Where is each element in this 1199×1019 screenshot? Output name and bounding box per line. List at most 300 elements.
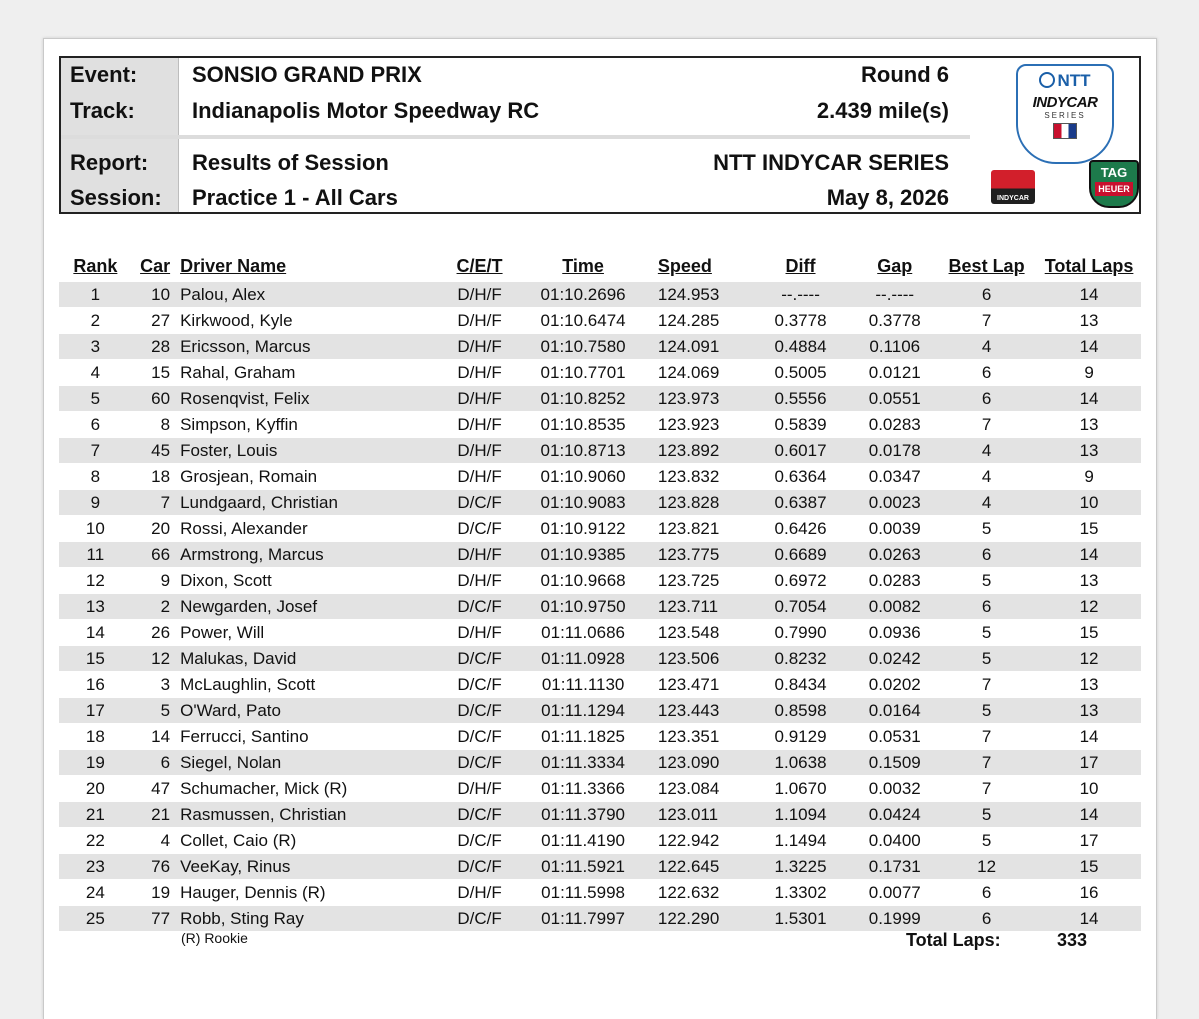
cell-gap: 0.0283 [868,570,921,590]
cell-cet: D/C/F [457,674,502,694]
cell-best-lap: 7 [981,778,992,798]
cell-speed: 122.645 [648,854,748,880]
cell-rank: 10 [85,518,105,538]
cell-driver: Newgarden, Josef [180,594,441,620]
cell-driver: Armstrong, Marcus [180,542,441,568]
results-body [59,282,1141,932]
series-logo-text: SERIES [1044,111,1086,120]
cell-driver: Collet, Caio (R) [180,830,297,850]
cell-cet: D/C/F [441,490,519,516]
cell-total-laps: 13 [1037,698,1141,724]
cell-car: 26 [151,622,171,642]
cell-gap: --.---- [853,282,936,308]
cell-total-laps: 15 [1037,854,1141,880]
cell-speed: 123.828 [648,490,748,516]
cell-car: 27 [151,310,171,330]
cell-cet: D/H/F [457,362,502,382]
cell-driver: Ferrucci, Santino [180,726,309,746]
cell-time: 01:10.8535 [540,414,626,434]
cell-speed: 123.548 [657,622,720,642]
col-rank: Rank [73,255,118,276]
total-laps-label: Total Laps: [906,930,1001,950]
cell-diff: 0.8434 [774,674,827,694]
cell-driver: Power, Will [180,622,265,642]
series-name: NTT INDYCAR SERIES [713,150,949,175]
cell-speed: 123.011 [648,802,748,828]
results-table [59,253,1141,932]
cell-gap: 0.0023 [853,490,936,516]
cell-speed: 124.091 [648,334,748,360]
cell-gap: 0.0164 [853,698,936,724]
cell-cet: D/C/F [457,830,502,850]
cell-speed: 123.084 [657,778,720,798]
session-label: Session: [70,185,162,210]
cell-car: 7 [132,490,180,516]
tag-logo-text: TAG [1100,165,1128,180]
cell-time: 01:11.0928 [518,646,648,672]
cell-diff: 0.6017 [748,438,854,464]
cell-car: 45 [132,438,180,464]
cell-car: 28 [132,334,180,360]
cell-driver: Foster, Louis [180,438,441,464]
cell-driver: Rosenqvist, Felix [180,386,441,412]
cell-speed: 123.351 [657,726,720,746]
cell-best-lap: 4 [936,334,1037,360]
cell-car: 8 [160,414,171,434]
cell-total-laps: 13 [1037,438,1141,464]
cell-car: 47 [151,778,171,798]
cell-gap: 0.1509 [853,750,936,776]
table-row [59,646,1141,672]
cell-speed: 123.471 [657,674,720,694]
cell-driver: Ericsson, Marcus [180,334,441,360]
col-gap: Gap [877,255,913,276]
cell-rank: 16 [85,674,105,694]
cell-diff: 0.9129 [774,726,827,746]
cell-best-lap: 12 [936,854,1037,880]
cell-speed: 124.953 [648,282,748,308]
cell-gap: 0.0551 [853,386,936,412]
cell-driver: Dixon, Scott [180,570,272,590]
cell-diff: 0.5839 [774,414,827,434]
cell-cet: D/H/F [457,414,502,434]
cell-best-lap: 7 [981,726,992,746]
cell-total-laps: 9 [1084,466,1094,486]
cell-driver: Rahal, Graham [180,362,296,382]
col-speed: Speed [657,255,712,276]
cell-driver: Kirkwood, Kyle [180,310,293,330]
table-row [59,334,1141,360]
cell-time: 01:11.1294 [518,698,648,724]
cell-gap: 0.0242 [853,646,936,672]
cell-gap: 0.0400 [868,830,921,850]
cell-total-laps: 17 [1037,750,1141,776]
cell-best-lap: 5 [981,570,992,590]
cell-car: 60 [132,386,180,412]
cell-speed: 123.090 [648,750,748,776]
cell-diff: 0.5556 [748,386,854,412]
cell-total-laps: 13 [1079,570,1099,590]
results-table-wrap [59,253,1141,932]
cell-rank: 8 [90,466,101,486]
cell-rank: 1 [59,282,132,308]
cell-speed: 123.821 [657,518,720,538]
track-value: Indianapolis Motor Speedway RC [192,98,540,123]
cell-driver: VeeKay, Rinus [180,854,441,880]
cell-gap: 0.1999 [853,906,936,932]
cell-driver: McLaughlin, Scott [180,674,316,694]
cell-diff: 0.5005 [774,362,827,382]
table-row [59,724,1141,750]
cell-rank: 6 [90,414,101,434]
table-row [59,568,1141,594]
cell-gap: 0.0178 [853,438,936,464]
header-divider [61,135,970,139]
cell-driver: Robb, Sting Ray [180,906,441,932]
table-header-row [59,253,1141,282]
cell-diff: 0.6387 [748,490,854,516]
cell-rank: 11 [59,542,132,568]
report-label: Report: [70,150,149,175]
cell-cet: D/H/F [457,622,502,642]
cell-gap: 0.1731 [853,854,936,880]
cell-rank: 21 [59,802,132,828]
cell-gap: 0.0202 [868,674,921,694]
cell-diff: 0.4884 [748,334,854,360]
cell-rank: 13 [59,594,132,620]
table-row [59,386,1141,412]
cell-time: 01:10.9060 [540,466,626,486]
col-total-laps: Total Laps [1044,255,1134,276]
cell-best-lap: 6 [936,906,1037,932]
cell-driver: Rossi, Alexander [180,518,308,538]
session-value: Practice 1 - All Cars [192,185,398,210]
cell-rank: 19 [59,750,132,776]
cell-total-laps: 15 [1079,518,1099,538]
cell-rank: 18 [85,726,105,746]
col-diff: Diff [785,255,816,276]
cell-gap: 0.0347 [868,466,921,486]
table-row [59,490,1141,516]
indycar-badge-icon: INDYCAR [991,170,1035,204]
cell-gap: 0.3778 [868,310,921,330]
flag-icon [1053,123,1077,139]
cell-time: 01:11.0686 [541,622,625,642]
cell-car: 66 [132,542,180,568]
cell-total-laps: 14 [1037,542,1141,568]
table-row [59,594,1141,620]
cell-time: 01:11.1130 [541,674,625,694]
cell-gap: 0.0531 [868,726,921,746]
cell-best-lap: 7 [981,310,992,330]
cell-diff: 1.3302 [774,882,827,902]
cell-diff: 0.7054 [748,594,854,620]
cell-cet: D/H/F [457,882,502,902]
cell-total-laps: 9 [1084,362,1094,382]
table-row [59,542,1141,568]
cell-rank: 7 [59,438,132,464]
cell-time: 01:10.9083 [518,490,648,516]
table-row [59,880,1141,906]
track-length: 2.439 mile(s) [816,98,949,123]
cell-best-lap: 4 [981,466,992,486]
cell-speed: 123.443 [648,698,748,724]
cell-cet: D/C/F [441,594,519,620]
cell-total-laps: 15 [1079,622,1099,642]
cell-best-lap: 5 [981,622,992,642]
cell-cet: D/H/F [457,310,502,330]
cell-speed: 124.069 [657,362,720,382]
table-row [59,906,1141,932]
cell-cet: D/H/F [441,282,519,308]
cell-gap: 0.0032 [868,778,921,798]
cell-driver: Simpson, Kyffin [180,414,298,434]
cell-driver: Hauger, Dennis (R) [180,882,326,902]
cell-time: 01:10.9385 [518,542,648,568]
cell-time: 01:11.4190 [541,830,625,850]
cell-speed: 123.711 [648,594,748,620]
cell-total-laps: 16 [1079,882,1099,902]
cell-speed: 123.832 [657,466,720,486]
cell-speed: 122.942 [657,830,720,850]
cell-car: 5 [132,698,180,724]
cell-total-laps: 13 [1079,310,1099,330]
cell-cet: D/H/F [457,466,502,486]
cell-car: 10 [132,282,180,308]
cell-rank: 17 [59,698,132,724]
cell-diff: 0.6689 [748,542,854,568]
track-label: Track: [70,98,135,123]
cell-best-lap: 7 [981,674,992,694]
cell-best-lap: 5 [936,802,1037,828]
cell-time: 01:10.9668 [540,570,626,590]
cell-best-lap: 4 [936,438,1037,464]
cell-rank: 24 [85,882,105,902]
cell-gap: 0.0039 [868,518,921,538]
cell-best-lap: 6 [936,594,1037,620]
col-driver: Driver Name [180,255,287,276]
table-row [59,750,1141,776]
cell-cet: D/C/F [441,906,519,932]
cell-best-lap: 5 [936,698,1037,724]
cell-cet: D/H/F [441,386,519,412]
cell-diff: 0.8598 [748,698,854,724]
col-time: Time [562,255,604,276]
table-row [59,698,1141,724]
table-row [59,412,1141,438]
logo-area [991,64,1141,214]
cell-rank: 9 [59,490,132,516]
col-cet: C/E/T [456,255,503,276]
cell-time: 01:10.8252 [518,386,648,412]
cell-driver: O'Ward, Pato [180,698,441,724]
cell-time: 01:10.6474 [540,310,626,330]
cell-speed: 124.285 [657,310,720,330]
cell-car: 21 [132,802,180,828]
report-page [43,38,1157,1019]
cell-diff: 0.7990 [774,622,827,642]
table-row [59,516,1141,542]
cell-total-laps: 17 [1079,830,1099,850]
cell-speed: 123.973 [648,386,748,412]
cell-car: 77 [132,906,180,932]
table-row [59,828,1141,854]
cell-rank: 14 [85,622,105,642]
cell-time: 01:10.2696 [518,282,648,308]
cell-gap: 0.0263 [853,542,936,568]
cell-cet: D/H/F [441,334,519,360]
cell-best-lap: 5 [936,646,1037,672]
cell-car: 14 [151,726,171,746]
cell-cet: D/C/F [441,750,519,776]
cell-total-laps: 14 [1037,334,1141,360]
session-date: May 8, 2026 [826,185,949,210]
cell-total-laps: 13 [1079,674,1099,694]
cell-car: 9 [160,570,171,590]
cell-car: 3 [160,674,171,694]
cell-diff: 1.3225 [748,854,854,880]
cell-diff: 0.6972 [774,570,827,590]
cell-car: 2 [132,594,180,620]
cell-rank: 20 [85,778,105,798]
tag-heuer-logo-icon [1089,160,1139,208]
cell-diff: 0.3778 [774,310,827,330]
cell-time: 01:10.7701 [540,362,626,382]
cell-diff: 0.8232 [748,646,854,672]
cell-gap: 0.1106 [853,334,936,360]
cell-gap: 0.0082 [853,594,936,620]
cell-total-laps: 13 [1079,414,1099,434]
rookie-note: (R) Rookie [181,930,248,946]
cell-cet: D/H/F [457,570,502,590]
cell-speed: 122.632 [657,882,720,902]
cell-total-laps: 14 [1037,802,1141,828]
cell-time: 01:10.7580 [518,334,648,360]
cell-time: 01:11.1825 [541,726,625,746]
cell-speed: 123.923 [657,414,720,434]
cell-driver: Schumacher, Mick (R) [180,778,348,798]
table-row [59,802,1141,828]
cell-diff: 1.1494 [774,830,827,850]
cell-cet: D/C/F [457,726,502,746]
cell-best-lap: 6 [936,386,1037,412]
cell-time: 01:11.3334 [518,750,648,776]
cell-gap: 0.0424 [853,802,936,828]
ntt-logo-text: NTT [1057,71,1091,90]
cell-car: 76 [132,854,180,880]
cell-best-lap: 4 [936,490,1037,516]
cell-time: 01:10.9750 [518,594,648,620]
cell-rank: 3 [59,334,132,360]
report-header [59,56,1141,214]
cell-rank: 23 [59,854,132,880]
cell-gap: 0.0121 [868,362,921,382]
table-row [59,620,1141,646]
heuer-logo-text: HEUER [1095,182,1133,196]
cell-time: 01:11.7997 [518,906,648,932]
cell-best-lap: 6 [981,362,992,382]
cell-total-laps: 14 [1037,906,1141,932]
cell-driver: Grosjean, Romain [180,466,318,486]
cell-cet: D/C/F [441,854,519,880]
cell-car: 20 [151,518,171,538]
cell-diff: 1.0638 [748,750,854,776]
cell-total-laps: 12 [1037,646,1141,672]
cell-time: 01:10.9122 [540,518,626,538]
cell-rank: 12 [85,570,105,590]
cell-gap: 0.0077 [868,882,921,902]
table-row [59,360,1141,386]
cell-best-lap: 5 [981,518,992,538]
cell-time: 01:10.8713 [518,438,648,464]
event-value: SONSIO GRAND PRIX [192,62,422,87]
cell-driver: Lundgaard, Christian [180,490,441,516]
cell-driver: Siegel, Nolan [180,750,441,776]
cell-driver: Malukas, David [180,646,441,672]
cell-total-laps: 14 [1037,386,1141,412]
cell-car: 6 [132,750,180,776]
cell-best-lap: 6 [936,542,1037,568]
cell-best-lap: 6 [936,282,1037,308]
cell-speed: 123.892 [648,438,748,464]
cell-rank: 4 [90,362,101,382]
cell-rank: 5 [59,386,132,412]
table-row [59,854,1141,880]
table-row [59,438,1141,464]
cell-gap: 0.0283 [868,414,921,434]
cell-gap: 0.0936 [868,622,921,642]
cell-cet: D/C/F [441,698,519,724]
cell-diff: 0.6364 [774,466,827,486]
cell-car: 12 [132,646,180,672]
cell-best-lap: 6 [981,882,992,902]
cell-speed: 123.725 [657,570,720,590]
cell-diff: 0.6426 [774,518,827,538]
total-laps-value: 333 [1057,930,1088,950]
cell-total-laps: 12 [1037,594,1141,620]
cell-time: 01:11.5921 [518,854,648,880]
cell-total-laps: 14 [1037,282,1141,308]
table-row [59,464,1141,490]
cell-rank: 2 [90,310,101,330]
event-label: Event: [70,62,138,87]
cell-speed: 122.290 [648,906,748,932]
cell-diff: 1.5301 [748,906,854,932]
round-value: Round 6 [861,62,949,87]
cell-time: 01:11.3790 [518,802,648,828]
cell-time: 01:11.3366 [541,778,625,798]
cell-diff: --.---- [748,282,854,308]
cell-cet: D/C/F [441,646,519,672]
cell-cet: D/H/F [441,438,519,464]
report-value: Results of Session [192,150,389,175]
col-best-lap: Best Lap [948,255,1025,276]
cell-time: 01:11.5998 [541,882,625,902]
cell-rank: 22 [85,830,105,850]
cell-diff: 1.1094 [748,802,854,828]
table-row [59,308,1141,334]
cell-speed: 123.775 [648,542,748,568]
cell-car: 19 [151,882,171,902]
cell-car: 4 [160,830,171,850]
cell-total-laps: 14 [1079,726,1099,746]
cell-cet: D/H/F [441,542,519,568]
cell-diff: 1.0670 [774,778,827,798]
cell-rank: 15 [59,646,132,672]
table-row [59,282,1141,308]
table-row [59,776,1141,802]
cell-driver: Rasmussen, Christian [180,802,441,828]
